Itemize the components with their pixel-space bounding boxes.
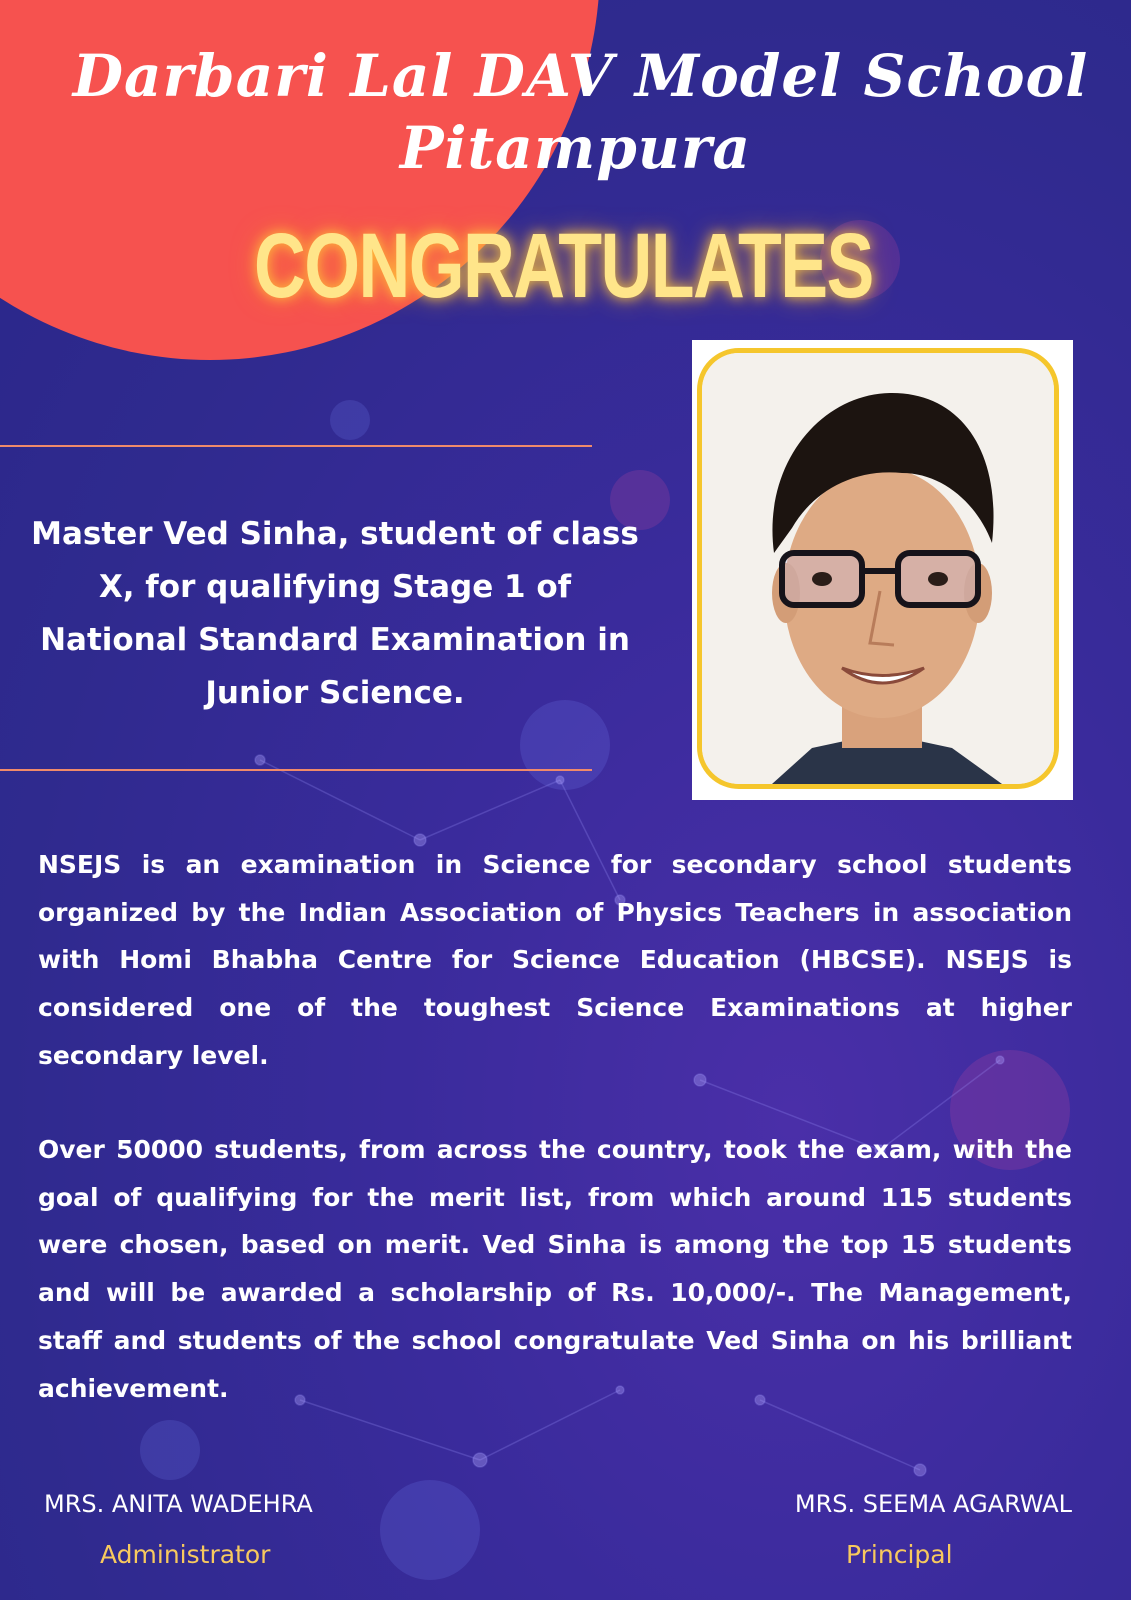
signature-name-principal: MRS. SEEMA AGARWAL	[794, 1490, 1072, 1518]
school-name-line1: Darbari Lal DAV Model School	[72, 42, 1089, 110]
body-paragraph-1: NSEJS is an examination in Science for secondary school students organized by the Indian Association of Physics Teachers in association with Homi Bhabha Centre for Science Education (HBCSE). NSEJS is considered one of the toughest Science Examinations at higher secondary level.	[38, 850, 1072, 1070]
student-photo-frame	[692, 340, 1073, 800]
congratulates-heading: CONGRATULATES	[253, 215, 873, 317]
divider-top	[0, 445, 592, 447]
signature-title-principal: Principal	[846, 1540, 953, 1569]
divider-bottom	[0, 769, 592, 771]
achievement-headline: Master Ved Sinha, student of class X, for qualifying Stage 1 of National Standard Examination in Junior Science.	[31, 516, 639, 711]
signature-name-administrator: MRS. ANITA WADEHRA	[44, 1490, 313, 1518]
student-photo	[697, 348, 1059, 789]
school-name	[0, 40, 1131, 184]
student-portrait-image	[702, 353, 1054, 784]
school-name-line2: Pitampura	[399, 114, 752, 182]
signature-title-administrator: Administrator	[100, 1540, 271, 1569]
body-paragraph-2: Over 50000 students, from across the country, took the exam, with the goal of qualifying for the merit list, from which around 115 students were chosen, based on merit. Ved Sinha is among the top 15 students and will be awarded a scholarship of Rs. 10,000/-. The Management, staff and students of the school congratulate Ved Sinha on his brilliant achievement.	[38, 1135, 1072, 1403]
